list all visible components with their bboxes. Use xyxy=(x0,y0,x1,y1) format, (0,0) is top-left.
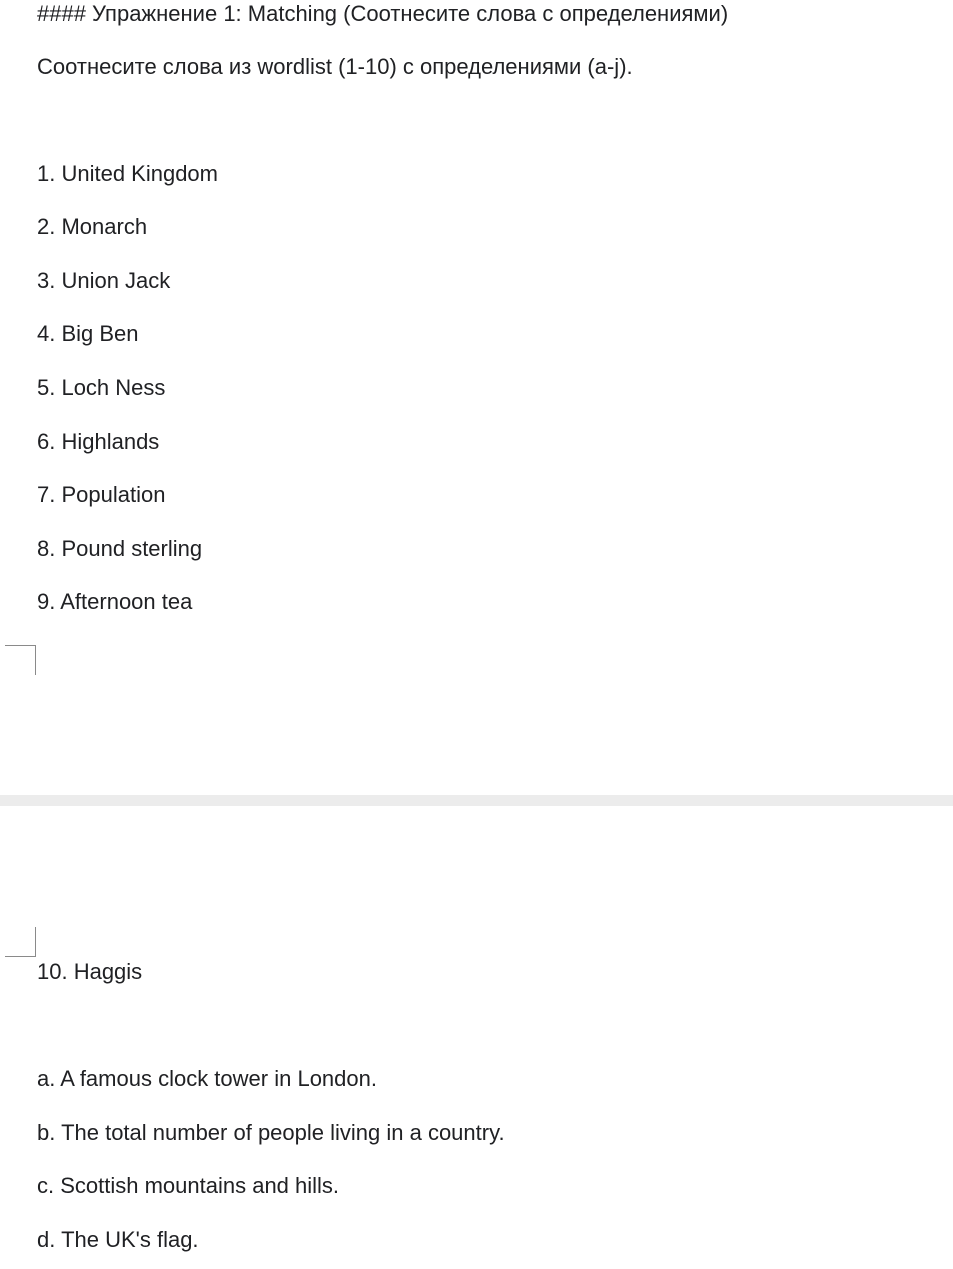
wordlist-item: 4. Big Ben xyxy=(37,321,139,346)
definition-item: a. A famous clock tower in London. xyxy=(37,1066,377,1091)
wordlist-item: 3. Union Jack xyxy=(37,268,171,293)
wordlist-item: 1. United Kingdom xyxy=(37,161,218,186)
wordlist-item: 7. Population xyxy=(37,482,166,507)
wordlist-item: 2. Monarch xyxy=(37,214,148,239)
definition-item: b. The total number of people living in a country. xyxy=(37,1120,505,1145)
definition-item: c. Scottish mountains and hills. xyxy=(37,1173,340,1198)
wordlist-item: 8. Pound sterling xyxy=(37,536,203,561)
definition-item: d. The UK's flag. xyxy=(37,1227,199,1252)
wordlist-item: 6. Highlands xyxy=(37,429,160,454)
exercise-instruction: Соотнесите слова из wordlist (1-10) с определениями (a-j). xyxy=(37,54,633,79)
wordlist-item: 5. Loch Ness xyxy=(37,375,166,400)
wordlist-item: 9. Afternoon tea xyxy=(37,589,193,614)
page-separator xyxy=(0,795,953,806)
page-margin-corner-mark xyxy=(5,645,36,675)
exercise-heading: #### Упражнение 1: Matching (Соотнесите слова с определениями) xyxy=(37,1,729,26)
page-margin-corner-mark xyxy=(5,927,36,957)
wordlist-item: 10. Haggis xyxy=(37,959,143,984)
